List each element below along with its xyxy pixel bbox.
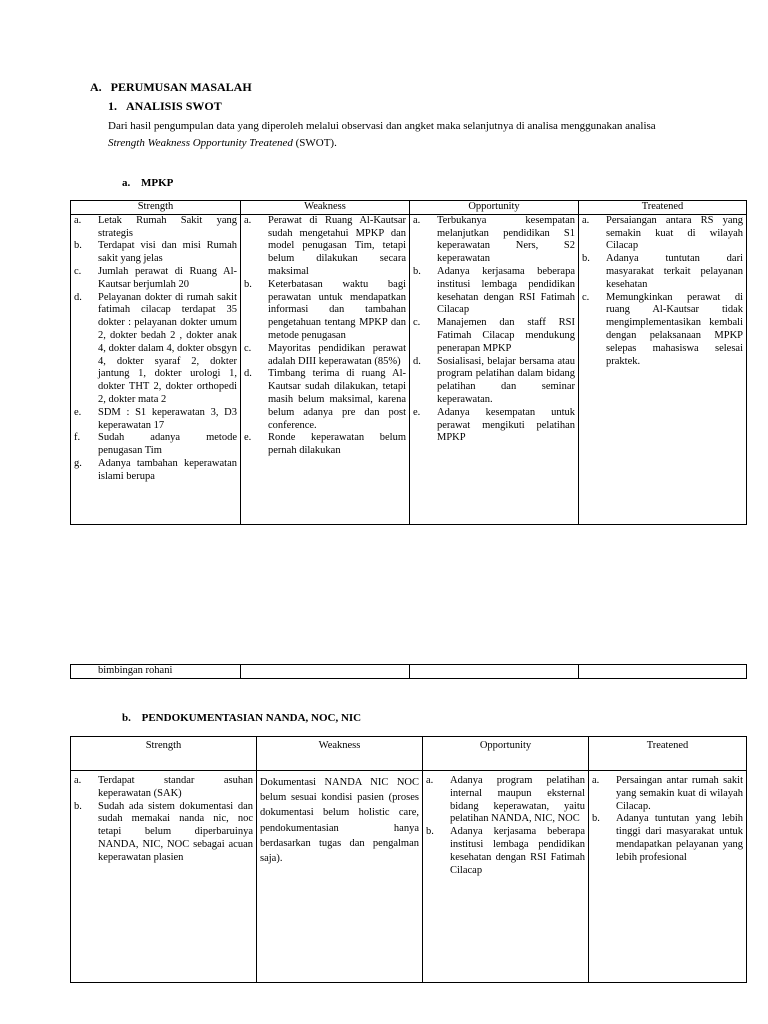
nanda-heading (122, 712, 361, 725)
list-marker: e. (74, 406, 82, 418)
nanda-weakness-cell: Dokumentasi NANDA NIC NOC belum sesuai kondisi pasien (proses dokumentasi belum holistic care, pendokumentasian hanya berdasarkan tugas dan pengalman saja). (257, 771, 423, 983)
section-letter: A. (90, 80, 102, 94)
mpkp-treatened-cell (579, 214, 747, 524)
list-marker: g. (74, 457, 82, 469)
list-item-text: Memungkinkan perawat di ruang Al-Kautsar tidak mengimplementasikan kembali dengan pelaksanaan MPKP selepas mahasiswa selesai praktek. (606, 291, 743, 367)
nanda-strength-cell (71, 771, 257, 983)
list-item (244, 279, 406, 343)
list-marker: b. (426, 826, 434, 838)
list-item-text: Ronde keperawatan belum pernah dilakukan (268, 432, 406, 457)
list-item (74, 407, 237, 433)
list-item (426, 775, 585, 826)
list-item (74, 266, 237, 292)
header-weakness: Weakness (257, 737, 423, 771)
header-opportunity: Opportunity (423, 737, 589, 771)
section-title: PERUMUSAN MASALAH (110, 80, 252, 94)
list-item (74, 458, 237, 484)
mpkp-weakness-cell (241, 214, 410, 524)
list-item (74, 775, 253, 801)
list-item-text: Adanya tuntutan dari masyarakat terkait pelayanan kesehatan (606, 253, 743, 290)
mpkp-title: MPKP (141, 177, 174, 189)
intro-rest: (SWOT). (292, 137, 337, 150)
list-item (74, 240, 237, 266)
list-marker: c. (244, 342, 252, 354)
list-marker: a. (592, 775, 600, 786)
list-marker: a. (74, 214, 82, 226)
header-treatened: Treatened (589, 737, 747, 771)
list-item (244, 368, 406, 432)
list-item (74, 432, 237, 458)
list-marker: a. (413, 214, 421, 226)
list-marker: c. (413, 317, 421, 329)
list-marker: d. (74, 291, 82, 303)
list-item-text: SDM : S1 keperawatan 3, D3 keperawatan 17 (98, 406, 237, 431)
list-item-text: Sudah adanya metode penugasan Tim (98, 432, 237, 457)
list-item (592, 775, 743, 813)
list-marker: f. (74, 432, 81, 444)
nanda-treatened-list (592, 775, 743, 865)
list-item-text: Manajemen dan staff RSI Fatimah Cilacap mendukung penerapan MPKP (437, 317, 575, 354)
continuation-empty (241, 665, 410, 679)
list-item (413, 317, 575, 355)
list-item (74, 215, 237, 241)
list-marker: b. (413, 265, 421, 277)
subsection-title: ANALISIS SWOT (126, 99, 222, 113)
mpkp-opportunity-cell (410, 214, 579, 524)
mpkp-weakness-list (244, 215, 406, 458)
list-item-text: Mayoritas pendidikan perawat adalah DIII keperawatan (85%) (268, 342, 406, 367)
list-item-text: Adanya tambahan keperawatan islami berupa (98, 457, 237, 482)
nanda-treatened-cell (589, 771, 747, 983)
list-item (413, 215, 575, 266)
list-marker: b. (582, 253, 590, 265)
mpkp-heading (122, 177, 173, 190)
list-marker: c. (582, 291, 590, 303)
continuation-empty (410, 665, 579, 679)
header-treatened: Treatened (579, 201, 747, 215)
list-item (244, 432, 406, 458)
list-item-text: Sudah ada sistem dokumentasi dan sudah memakai nanda nic, noc tetapi belum diperbaruinya NANDA, NIC, NOC sebagai acuan keperawatan plasien (98, 800, 253, 863)
list-item (74, 801, 253, 865)
list-marker: d. (244, 368, 252, 380)
intro-line: Dari hasil pengumpulan data yang diperoleh melalui observasi dan angket maka selanjutnya di analisa menggunakan analisa (108, 120, 656, 132)
list-item (582, 253, 743, 291)
list-item-text: Letak Rumah Sakit yang strategis (98, 214, 237, 239)
list-item-text: Perawat di Ruang Al-Kautsar sudah mengetahui MPKP dan model penugasan Tim, tetapi belum dilakukan secara maksimal (268, 214, 406, 277)
mpkp-strength-cell (71, 214, 241, 524)
mpkp-continuation-table (70, 664, 747, 679)
mpkp-letter: a. (122, 177, 131, 189)
list-marker: b. (74, 800, 82, 812)
section-heading (90, 80, 252, 95)
list-item-text: Keterbatasan waktu bagi perawatan untuk mendapatkan informasi dan tambahan pengetahuan tentang MPKP dan metode penugasan (268, 278, 406, 341)
list-marker: a. (582, 214, 590, 226)
list-item-text: Pelayanan dokter di rumah sakit fatimah cilacap terdapat 35 dokter : pelayanan dokter umum 2, dokter bedah 2 , dokter anak 4, dokter dalam 4, dokter obsgyn 4, dokter syaraf 2, dokter jantung 1, dokter urologi 1, dokter THT 2, dokter orthopedi 2, dokter mata 2 (98, 291, 237, 405)
nanda-table (70, 736, 747, 983)
header-strength: Strength (71, 201, 241, 215)
subsection-heading (108, 99, 222, 114)
list-marker: d. (413, 355, 421, 367)
header-strength: Strength (71, 737, 257, 771)
nanda-opportunity-list (426, 775, 585, 877)
header-weakness: Weakness (241, 201, 410, 215)
list-item-text: Persaiangan antara RS yang semakin kuat di wilayah Cilacap (606, 214, 743, 252)
list-marker: a. (244, 214, 252, 226)
list-item (244, 215, 406, 279)
list-item-text: Adanya kerjasama beberapa institusi lembaga pendidikan kesehatan dengan RSI Fatimah Cilacap (450, 826, 585, 876)
list-item (413, 407, 575, 445)
list-item-text: Jumlah perawat di Ruang Al-Kautsar berjumlah 20 (98, 265, 237, 290)
list-item-text: Sosialisasi, belajar bersama atau program pelatihan dalam bidang pelatihan dan seminar keperawatan. (437, 355, 575, 405)
list-item (582, 215, 743, 253)
list-marker: b. (592, 813, 600, 825)
list-item-text: Terbukanya kesempatan melanjutkan pendidikan S1 keperawatan Ners, S2 keperawatan (437, 214, 575, 265)
list-item-text: Persaingan antar rumah sakit yang semakin kuat di wilayah Cilacap. (616, 775, 743, 812)
mpkp-treatened-list (582, 215, 743, 369)
mpkp-opportunity-list (413, 215, 575, 445)
list-item (592, 813, 743, 864)
subsection-number: 1. (108, 99, 117, 113)
mpkp-strength-list (74, 215, 237, 484)
list-item (582, 292, 743, 369)
list-item-text: Adanya kesempatan untuk perawat mengikuti pelatihan MPKP (437, 406, 575, 444)
continuation-empty (579, 665, 747, 679)
intro-paragraph (108, 120, 748, 151)
list-marker: e. (244, 432, 252, 444)
intro-italic: Strength Weakness Opportunity Treatened (108, 137, 293, 150)
list-marker: a. (426, 775, 434, 786)
list-marker: b. (244, 278, 252, 290)
list-item-text: Terdapat visi dan misi Rumah sakit yang jelas (98, 240, 237, 265)
list-item-text: Timbang terima di ruang Al-Kautsar sudah dilakukan, tetapi masih belum maksimal, karena belum adanya pre dan post conference. (268, 368, 406, 431)
header-opportunity: Opportunity (410, 201, 579, 215)
list-item-text: Adanya program pelatihan internal maupun eksternal bidang keperawatan, yaitu pelatihan NANDA, NIC, NOC (450, 775, 585, 825)
list-item (426, 826, 585, 877)
nanda-letter: b. (122, 712, 131, 724)
list-marker: b. (74, 240, 82, 252)
nanda-opportunity-cell (423, 771, 589, 983)
list-item (413, 266, 575, 317)
list-item-text: Adanya kerjasama beberapa institusi lembaga pendidikan kesehatan dengan RSI Fatimah Cilacap (437, 265, 575, 316)
nanda-strength-list (74, 775, 253, 865)
list-item (244, 343, 406, 369)
list-marker: c. (74, 265, 82, 277)
mpkp-table (70, 200, 747, 525)
list-item (74, 292, 237, 407)
nanda-title: PENDOKUMENTASIAN NANDA, NOC, NIC (141, 712, 362, 724)
list-item (413, 356, 575, 407)
list-item-text: Terdapat standar asuhan keperawatan (SAK) (98, 775, 253, 799)
list-marker: e. (413, 406, 421, 418)
continuation-text: bimbingan rohani (71, 665, 241, 679)
list-marker: a. (74, 775, 82, 786)
list-item-text: Adanya tuntutan yang lebih tinggi dari masyarakat untuk mendapatkan pelayanan yang lebih profesional (616, 813, 743, 863)
